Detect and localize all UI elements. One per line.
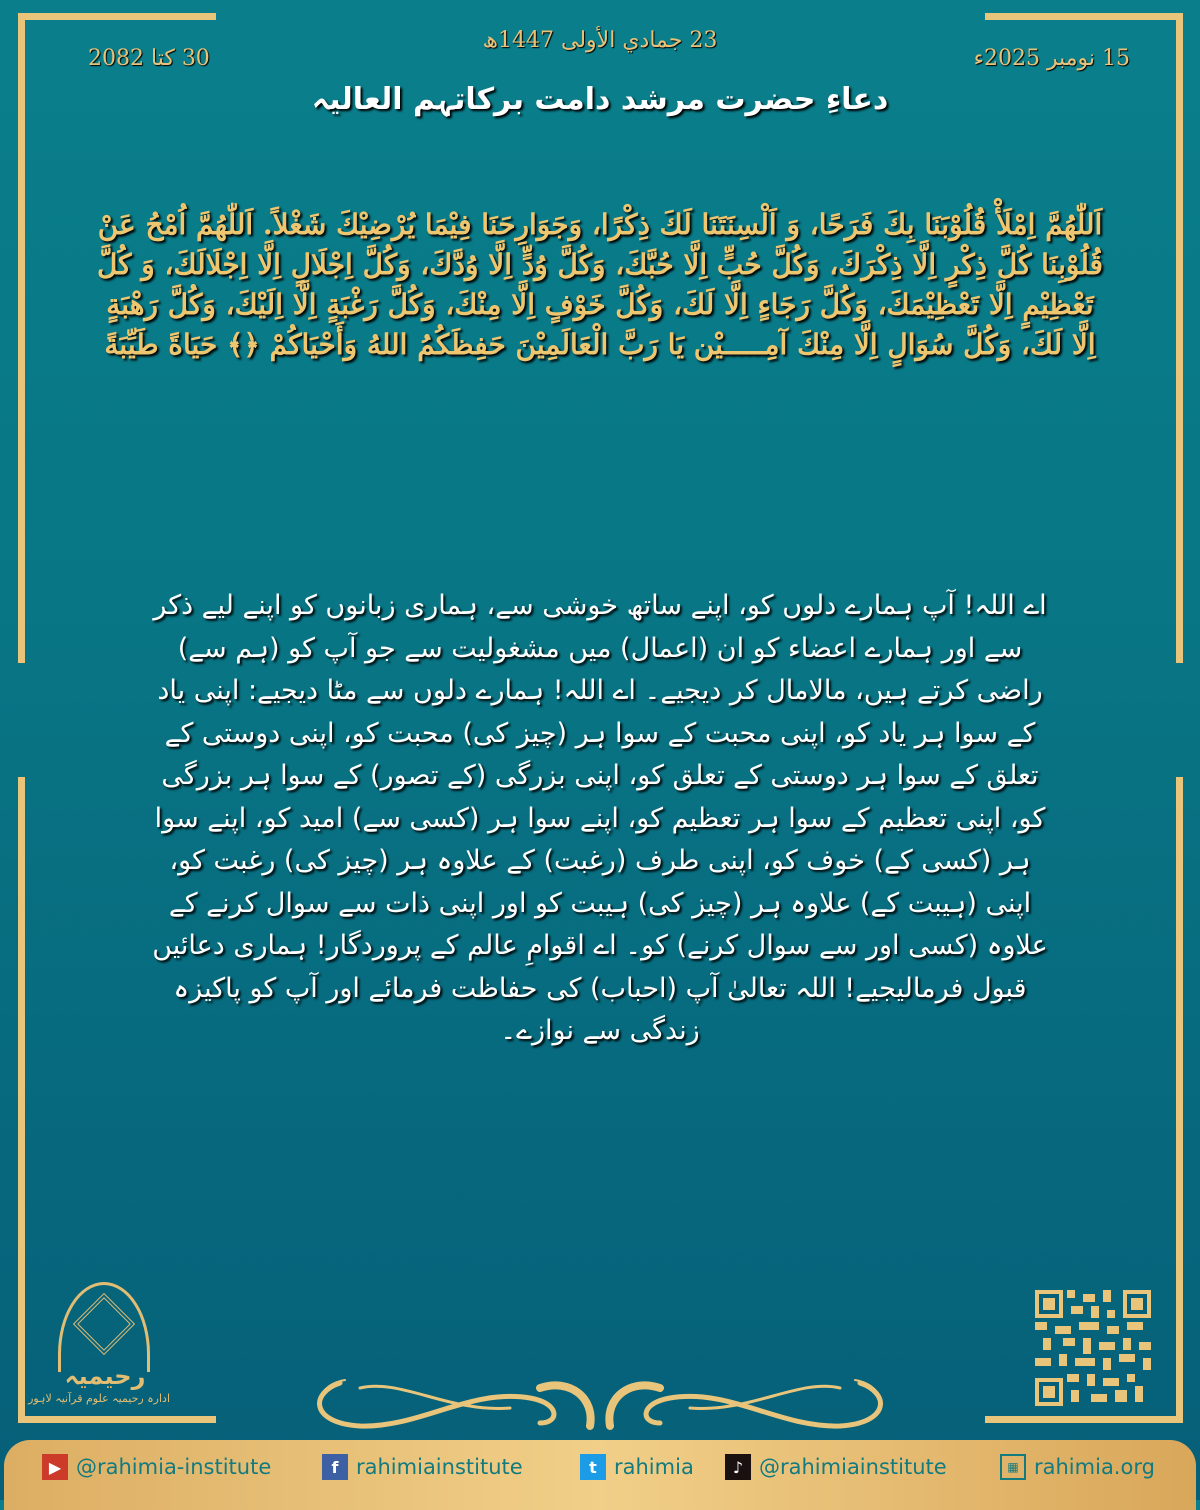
social-website[interactable] (1000, 1454, 1155, 1480)
web-icon: ▦ (1000, 1454, 1026, 1480)
frame-bottom-left (18, 1416, 216, 1423)
date-hijri: 23 جمادي الأولى 1447ھ (482, 28, 718, 53)
frame-bottom-right (985, 1416, 1183, 1423)
twitter-handle[interactable]: rahimia (614, 1455, 694, 1479)
frame-right-lower (1176, 777, 1183, 1423)
logo-name: رحیمیہ (64, 1362, 146, 1390)
date-gregorian: 15 نومبر 2025ء (973, 46, 1130, 71)
youtube-icon: ▶ (42, 1454, 68, 1480)
page-title: دعاءِ حضرت مرشد دامت برکاتہم العالیہ (311, 82, 889, 117)
social-youtube[interactable] (42, 1454, 271, 1480)
frame-top-left (18, 13, 216, 20)
social-twitter[interactable] (580, 1454, 694, 1480)
twitter-icon: t (580, 1454, 606, 1480)
frame-top-right (985, 13, 1183, 20)
frame-left-lower (18, 777, 25, 1423)
logo-subtitle: ادارہ رحیمیہ علوم قرآنیہ لاہور (28, 1392, 170, 1405)
website-link[interactable]: rahimia.org (1034, 1455, 1155, 1479)
facebook-handle[interactable]: rahimiainstitute (356, 1455, 523, 1479)
facebook-icon: f (322, 1454, 348, 1480)
tiktok-handle[interactable]: @rahimiainstitute (759, 1455, 947, 1479)
rahimia-logo (28, 1282, 170, 1414)
qr-code[interactable] (1033, 1290, 1153, 1406)
youtube-handle[interactable]: @rahimia-institute (76, 1455, 272, 1479)
date-bikrami: 30 کتا 2082 (88, 46, 210, 71)
tiktok-icon: ♪ (725, 1454, 751, 1480)
social-tiktok[interactable] (725, 1454, 947, 1480)
urdu-translation-text: اے اللہ! آپ ہمارے دلوں کو، اپنے ساتھ خوشی سے، ہماری زبانوں کو اپنے لیے ذکر سے اور ہمارے اعضاء کو ان (اعمال) میں مشغولیت سے جو آپ کو (ہم سے) راضی کرتے ہیں، مالامال کر دیجیے۔ اے اللہ! ہمارے دلوں سے مٹا دیجیے: اپنی یاد کے سوا ہر یاد کو، اپنی محبت کے سوا ہر (چیز کی) محبت کو، اپنی دوستی کے تعلق کے سوا ہر دوستی کے تعلق کو، اپنی بزرگی (کے تصور) کے سوا ہر بزرگی کو، اپنی تعظیم کے سوا ہر تعظیم کو، اپنے سوا ہر (کسی سے) امید کو، اپنے سوا ہر (کسی کے) خوف کو، اپنی طرف (رغبت) کے علاوہ ہر (چیز کی) رغبت کو، اپنی (ہیبت کے) علاوہ ہر (چیز کی) ہیبت کو اور اپنی ذات سے سوال کرنے کے علاوہ (کسی اور سے سوال کرنے) کو۔ اے اقوامِ عالم کے پروردگار! ہماری دعائیں قبول فرمالیجیے! اللہ تعالیٰ آپ (احباب) کی حفاظت فرمائے اور آپ کو پاکیزہ زندگی سے نوازے۔ (152, 590, 1048, 1046)
social-facebook[interactable] (322, 1454, 523, 1480)
arabic-dua-text: اَللّٰهُمَّ اِمْلَأْ قُلُوْبَنَا بِكَ فَرَحًا، وَ اَلْسِنَتَنَا لَكَ ذِكْرًا، وَجَوَارِحَنَا فِيْمَا يُرْضِيْكَ شَغْلاً. اَللّٰهُمَّ اُمْحُ عَنْ قُلُوْبِنَا كُلَّ ذِكْرٍ اِلَّا ذِكْرَكَ، وَكُلَّ حُبٍّ اِلَّا حُبَّكَ، وَكُلَّ وُدٍّ اِلَّا وُدَّكَ، وَكُلَّ اِجْلَالٍ اِلَّا اِجْلَالَكَ، وَ كُلَّ تَعْظِيْمٍ اِلَّا تَعْظِيْمَكَ، وَكُلَّ رَجَاءٍ اِلَّا لَكَ، وَكُلَّ خَوْفٍ اِلَّا مِنْكَ، وَكُلَّ رَغْبَةٍ اِلَّا اِلَيْكَ، وَكُلَّ رَهْبَةٍ اِلَّا لَكَ، وَكُلَّ سُوَالٍ اِلَّا مِنْكَ آمِـــــيْن يَا رَبَّ الْعَالَمِيْنَ حَفِظَكُمُ اللهُ وَأَحْيَاكُمْ ﴿﴾ حَيَاةً طَيِّبَةً (96, 208, 1104, 361)
flourish-ornament-icon (300, 1368, 900, 1434)
